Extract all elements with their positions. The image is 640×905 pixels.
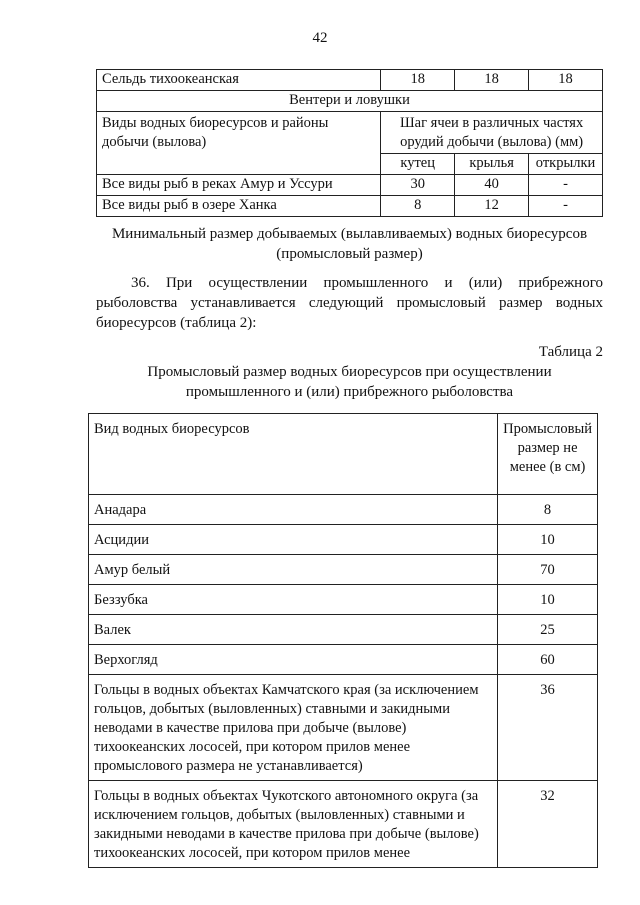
mesh-value: 18 <box>381 70 455 91</box>
species-cell: Гольцы в водных объектах Чукотского автономного округа (за исключением гольцов, добытых (выловленных) ставными и закидными неводами в качестве прилова при добыче (вылове) тихоокеанских лососей, при котором прилов менее <box>89 781 498 868</box>
mesh-value: 18 <box>455 70 529 91</box>
mesh-value: - <box>529 175 603 196</box>
table-row <box>89 555 598 585</box>
species-cell: Сельдь тихоокеанская <box>97 70 381 91</box>
mesh-value: 12 <box>455 196 529 217</box>
paragraph-36: 36. При осуществлении промышленного и (или) прибрежного рыболовства устанавливается следующий промысловый размер водных биоресурсов (таблица 2): <box>96 275 603 331</box>
column-header-species: Виды водных биоресурсов и районы добычи (вылова) <box>97 112 381 175</box>
mesh-value: 8 <box>381 196 455 217</box>
table-row <box>89 495 598 525</box>
size-value: 60 <box>498 645 598 675</box>
section-heading: Минимальный размер добываемых (вылавливаемых) водных биоресурсов (промысловый размер) <box>111 226 588 262</box>
size-value: 32 <box>498 781 598 868</box>
species-cell: Беззубка <box>89 585 498 615</box>
size-value: 10 <box>498 525 598 555</box>
column-header-size: Промысловый размер не менее (в см) <box>498 414 598 495</box>
species-cell: Асцидии <box>89 525 498 555</box>
table-row <box>89 675 598 781</box>
subheader-otkrylki: открылки <box>529 153 603 174</box>
table-row <box>97 70 603 91</box>
size-value: 70 <box>498 555 598 585</box>
section-title: Вентери и ловушки <box>97 91 603 112</box>
size-value: 25 <box>498 615 598 645</box>
subheader-kutec: кутец <box>381 153 455 174</box>
species-cell: Амур белый <box>89 555 498 585</box>
species-cell: Все виды рыб в озере Ханка <box>97 196 381 217</box>
column-header-mesh: Шаг ячеи в различных частях орудий добычи (вылова) (мм) <box>381 112 603 154</box>
size-value: 8 <box>498 495 598 525</box>
header-row <box>89 414 598 495</box>
species-cell: Валек <box>89 615 498 645</box>
species-cell: Анадара <box>89 495 498 525</box>
mesh-value: - <box>529 196 603 217</box>
species-cell: Верхогляд <box>89 645 498 675</box>
size-value: 10 <box>498 585 598 615</box>
subheader-krylya: крылья <box>455 153 529 174</box>
species-cell: Все виды рыб в реках Амур и Уссури <box>97 175 381 196</box>
page-number: 42 <box>312 30 328 46</box>
table-row <box>89 645 598 675</box>
mesh-value: 40 <box>455 175 529 196</box>
commercial-size-table <box>88 413 598 868</box>
table-label: Таблица 2 <box>538 344 603 360</box>
table-row <box>89 615 598 645</box>
table-row <box>97 196 603 217</box>
mesh-size-table <box>96 69 603 217</box>
mesh-value: 30 <box>381 175 455 196</box>
header-row <box>97 112 603 154</box>
section-row <box>97 91 603 112</box>
table-row <box>97 175 603 196</box>
table-row <box>89 585 598 615</box>
size-value: 36 <box>498 675 598 781</box>
mesh-value: 18 <box>529 70 603 91</box>
column-header-species: Вид водных биоресурсов <box>89 414 498 495</box>
species-cell: Гольцы в водных объектах Камчатского края (за исключением гольцов, добытых (выловленных) ставными и закидными неводами в качестве прилова при добыче (вылове) тихоокеанских лососей, при котором прилов менее промыслового размера не устанавливается) <box>89 675 498 781</box>
table-row <box>89 781 598 868</box>
table-row <box>89 525 598 555</box>
table-title: Промысловый размер водных биоресурсов при осуществлении промышленного и (или) прибрежного рыболовства <box>147 364 552 400</box>
